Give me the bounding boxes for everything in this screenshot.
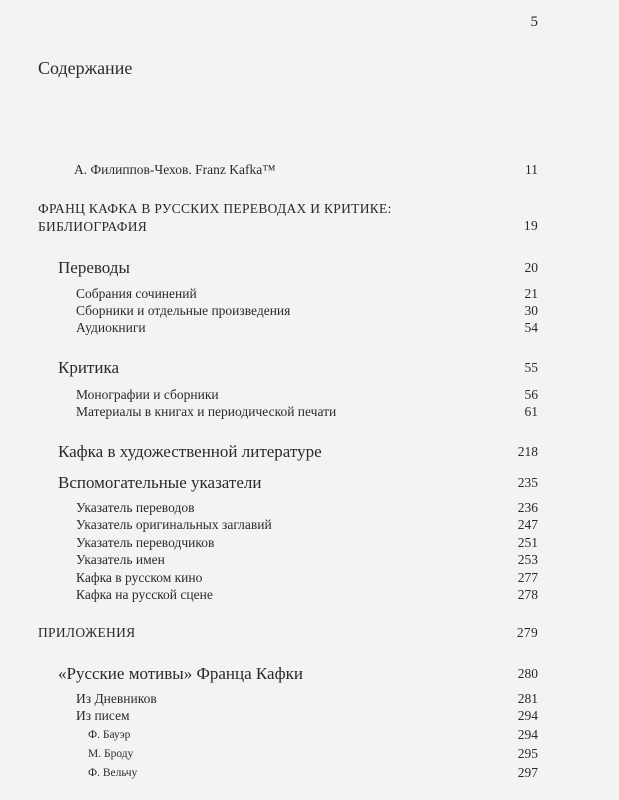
toc-item-label: Из писем [76, 708, 130, 723]
toc-subitem-page: 295 [517, 746, 538, 761]
toc-entry-label: А. Филиппов-Чехов. Franz Kafka™ [74, 162, 276, 177]
toc-subsection [0, 258, 619, 278]
toc-subitem-page: 297 [517, 765, 538, 780]
toc-item-label: Указатель оригинальных заглавий [76, 517, 272, 532]
toc-item-page: 253 [517, 552, 538, 567]
toc-item-page: 277 [517, 570, 538, 585]
toc-entry-page: 11 [525, 162, 538, 177]
toc-item-page: 247 [517, 517, 538, 532]
toc-section-label: ПРИЛОЖЕНИЯ [38, 625, 136, 640]
toc-item [0, 517, 619, 537]
toc-item-label: Кафка на русской сцене [76, 587, 213, 602]
toc-subsection-page: 218 [517, 444, 538, 459]
toc-item-label: Из Дневников [76, 691, 157, 706]
toc-item-page: 251 [517, 535, 538, 550]
toc-section-page: 19 [523, 218, 538, 233]
toc-subsection-page: 55 [524, 360, 538, 375]
toc-subitem-page: 294 [517, 727, 538, 742]
toc-item-page: 294 [517, 708, 538, 723]
toc-subsection-label: Кафка в художественной литературе [58, 442, 322, 461]
toc-subitem-label: Ф. Вельчу [88, 767, 138, 779]
toc-subsection [0, 664, 619, 684]
toc-item-label: Указатель переводов [76, 500, 195, 515]
toc-item [0, 587, 619, 607]
toc-item [0, 708, 619, 728]
toc-subsection [0, 358, 619, 378]
toc-item-page: 61 [524, 404, 538, 419]
toc-item-page: 56 [524, 387, 538, 402]
toc-item-label: Указатель имен [76, 552, 165, 567]
toc-subsection-label: Вспомогательные указатели [58, 473, 262, 492]
toc-item-page: 54 [524, 320, 538, 335]
toc-subsection-page: 280 [517, 666, 538, 681]
page-title: Содержание [38, 58, 133, 78]
toc-subitem [0, 767, 619, 787]
toc-subitem-label: М. Броду [88, 748, 134, 760]
toc-item-label: Кафка в русском кино [76, 570, 203, 585]
toc-section-page: 279 [516, 625, 538, 640]
toc-item-label: Указатель переводчиков [76, 535, 215, 550]
toc-subsection-page: 235 [517, 475, 538, 490]
page-number: 5 [530, 14, 538, 30]
toc-item-label: Монографии и сборники [76, 387, 219, 402]
toc-item-label: Материалы в книгах и периодической печати [76, 404, 337, 419]
toc-item-label: Собрания сочинений [76, 286, 197, 301]
toc-item-label: Сборники и отдельные произведения [76, 303, 291, 318]
toc-item-page: 278 [517, 587, 538, 602]
toc-subsection-page: 20 [524, 260, 538, 275]
toc-item-page: 21 [524, 286, 538, 301]
toc-item [0, 404, 619, 424]
toc-item-label: Аудиокниги [76, 320, 146, 335]
toc-subsection-label: «Русские мотивы» Франца Кафки [58, 664, 303, 683]
toc-item-page: 281 [517, 691, 538, 706]
toc-section [0, 625, 619, 645]
toc-item-page: 30 [524, 303, 538, 318]
toc-subsection [0, 473, 619, 493]
toc-entry [0, 162, 619, 182]
toc-subsection [0, 442, 619, 462]
toc-item [0, 552, 619, 572]
toc-item [0, 320, 619, 340]
toc-subsection-label: Критика [58, 358, 120, 377]
toc-item-page: 236 [517, 500, 538, 515]
toc-subitem-label: Ф. Бауэр [88, 729, 131, 741]
toc-section [0, 200, 619, 240]
toc-subsection-label: Переводы [58, 258, 130, 277]
toc-section-label: ФРАНЦ КАФКА В РУССКИХ ПЕРЕВОДАХ И КРИТИКЕ: БИБЛИОГРАФИЯ [38, 201, 392, 234]
